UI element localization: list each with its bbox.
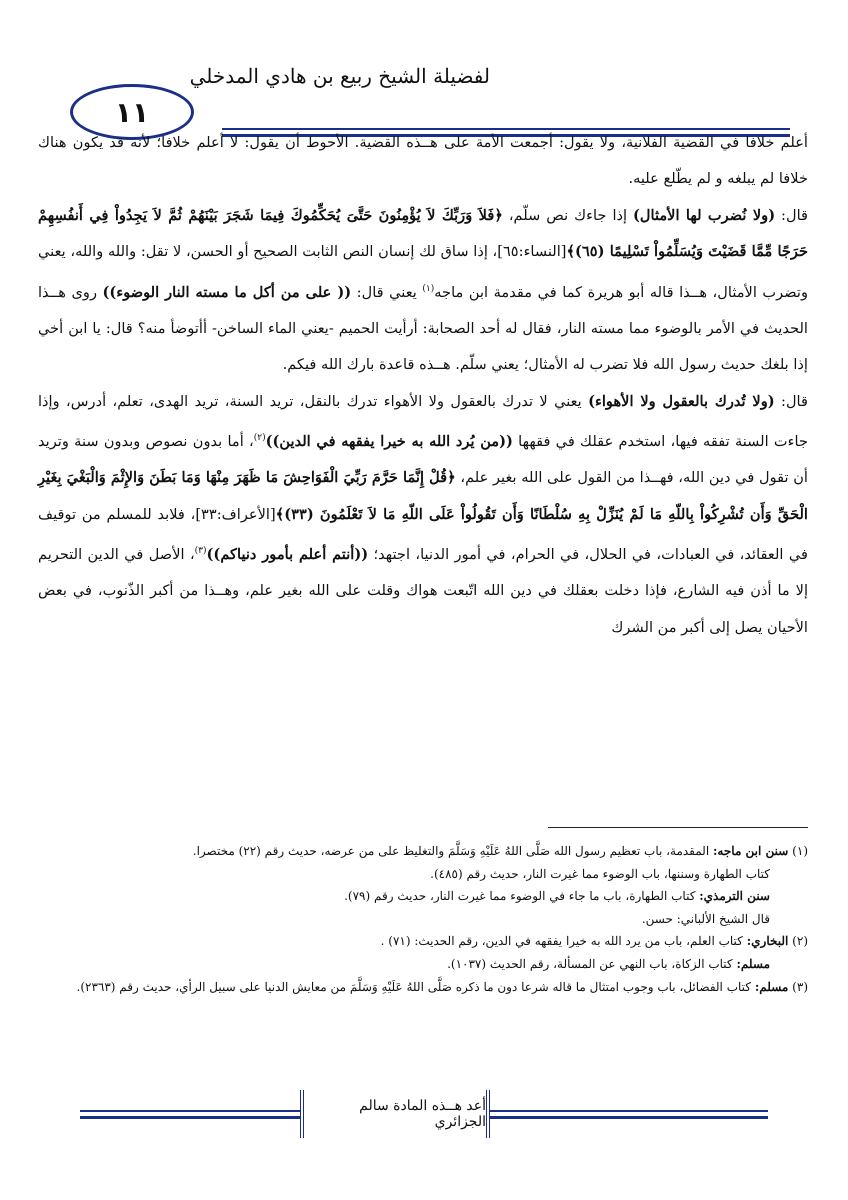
heading-phrase: (ولا نُضرب لها الأمثال) xyxy=(633,206,776,224)
text: قال: xyxy=(775,206,808,224)
text: [الأعراف:٣٣]، فلابد للمسلم من توقيف في العقائد، في العبادات، في الحلال، في الحرام، في أمور الدنيا، اجتهد؛ xyxy=(38,505,808,564)
text: قال: xyxy=(774,392,808,410)
footnote-separator xyxy=(548,827,808,828)
paragraph-1: أعلم خلافا في القضية الفلانية، ولا يقول: أجمعت الأمة على هــذه القضية. الأحوط أن يقول: لا أعلم خلافا؛ لأنه قد يكون هناك خلافا لم يبلغه و لم يطّلع عليه. xyxy=(38,134,808,188)
heading-phrase: (ولا تُدرك بالعقول ولا الأهواء) xyxy=(588,392,775,410)
footnote-2 xyxy=(38,930,808,953)
footer-credit: أعد هــذه المادة سالم الجزائري xyxy=(300,1090,490,1138)
footnote-number: (٣) xyxy=(792,979,808,994)
footnote-source: سنن ابن ماجه: xyxy=(713,844,789,858)
footnote-1-line3 xyxy=(38,885,808,908)
footnote-2-line2 xyxy=(38,953,808,976)
paragraph-3 xyxy=(38,384,808,647)
main-text xyxy=(38,125,808,646)
text: يعني لا تدرك بالعقول ولا الأهواء تدرك بالنقل، تريد السنة، تريد الهدى، تعلم، أدرس، وإذا جاءت السنة تفقه فيها، استخدم عقلك في فقهها xyxy=(38,392,808,450)
footnote-number: (٢) xyxy=(792,934,808,949)
hadith-text: ((من يُرد الله به خيرا يفقهه في الدين)) xyxy=(265,432,513,450)
hadith-text: (( على من أكل ما مسته النار الوضوء)) xyxy=(102,283,352,301)
text: يعني قال: xyxy=(351,283,423,301)
footnote-1-line2: كتاب الطهارة وسننها، باب الوضوء مما غيرت النار، حديث رقم (٤٨٥). xyxy=(430,866,770,881)
footnote-1 xyxy=(38,840,808,863)
footnote-1-line4: قال الشيخ الألباني: حسن. xyxy=(641,911,770,926)
text: [النساء:٦٥]، إذا ساق لك إنسان النص الثابت الصحيح أو الحسن، لا تقل: والله والله، يعني وتضرب الأمثال، هــذا قاله أبو هريرة كما في مقدمة ابن ماجه xyxy=(38,243,808,301)
page-number: ١١ xyxy=(114,95,150,129)
footnote-3 xyxy=(38,976,808,999)
footnote-source: سنن الترمذي: xyxy=(699,889,770,904)
footnote-ref: (٢) xyxy=(253,433,266,444)
footnote-text: كتاب الفضائل، باب وجوب امتثال ما قاله شرعا دون ما ذكره صَلَّى اللهُ عَلَيْهِ وَسَلَّمَ من معايش الدنيا على سبيل الرأي، حديث رقم (٢٣٦٣). xyxy=(76,979,755,994)
quran-verse: ﴿فَلاَ وَرَبِّكَ لاَ يُؤْمِنُونَ حَتَّىَ يُحَكِّمُوكَ فِيمَا شَجَرَ بَيْنَهُمْ ثُمَّ لاَ يَجِدُواْ فِي أَنفُسِهِمْ حَرَجًا مِّمَّا قَضَيْتَ وَيُسَلِّمُواْ تَسْلِيمًا (٦٥)﴾ xyxy=(38,206,808,261)
footnote-number: (١) xyxy=(792,844,808,858)
footnote-source: البخاري: xyxy=(746,934,789,949)
hadith-text: ((أنتم أعلم بأمور دنياكم)) xyxy=(206,546,369,564)
footnote-source: مسلم: xyxy=(736,956,770,971)
paragraph-2 xyxy=(38,198,808,384)
header-title: لفضيلة الشيخ ربيع بن هادي المدخلي xyxy=(189,64,490,88)
quran-verse: ﴿قُلْ إِنَّمَا حَرَّمَ رَبِّيَ الْفَوَاحِشَ مَا ظَهَرَ مِنْهَا وَمَا بَطَنَ وَالإِثْمَ وَالْبَغْيَ بِغَيْرِ الْحَقِّ وَأَن تُشْرِكُواْ بِاللّهِ مَا لَمْ يُنَزِّلْ بِهِ سُلْطَانًا وَأَن تَقُولُواْ عَلَى اللّهِ مَا لاَ تَعْلَمُونَ (٣٣)﴾ xyxy=(38,469,808,523)
text: إذا جاءك نص سلّم، xyxy=(502,206,633,224)
text: ، الأصل في الدين التحريم إلا ما أذن فيه الشارع، فإذا دخلت بعقلك في دين الله اتّبعت هواك وقلت على الله بغير علم، وهــذا من أكبر الذّنوب، في بعض الأحيان يصل إلى أكبر من الشرك xyxy=(38,546,808,636)
text: ، أما بدون نصوص وبدون سنة وتريد أن تقول في دين الله، فهــذا من القول على الله بغير علم، xyxy=(38,432,808,487)
footnote-source: مسلم: xyxy=(754,979,789,994)
footnote-ref: (١) xyxy=(422,283,435,294)
footnote-text: كتاب الزكاة، باب النهي عن المسألة، رقم الحديث (١٠٣٧). xyxy=(447,956,737,971)
footnote-text: المقدمة، باب تعظيم رسول الله صَلَّى اللهُ عَلَيْهِ وَسَلَّمَ والتغليظ على من عرضه، حديث رقم (٢٢) مختصرا. xyxy=(192,844,713,858)
footnote-text: كتاب الطهارة، باب ما جاء في الوضوء مما غيرت النار، حديث رقم (٧٩). xyxy=(344,889,700,904)
footnotes xyxy=(38,840,808,998)
footnote-ref: (٣) xyxy=(194,546,207,557)
text: روى هــذا الحديث في الأمر بالوضوء مما مسته النار، فقال له أحد الصحابة: أرأيت الحميم -يعني الماء الساخن- أأتوضأ منه؟ قال: يا ابن أخي إذا بلغك حديث رسول الله فلا تضرب له الأمثال؛ يعني سلّم. هــذه قاعدة بارك الله فيكم. xyxy=(38,283,808,374)
footnote-text: كتاب العلم، باب من يرد الله به خيرا يفقهه في الدين، رقم الحديث: (٧١) . xyxy=(380,934,747,949)
